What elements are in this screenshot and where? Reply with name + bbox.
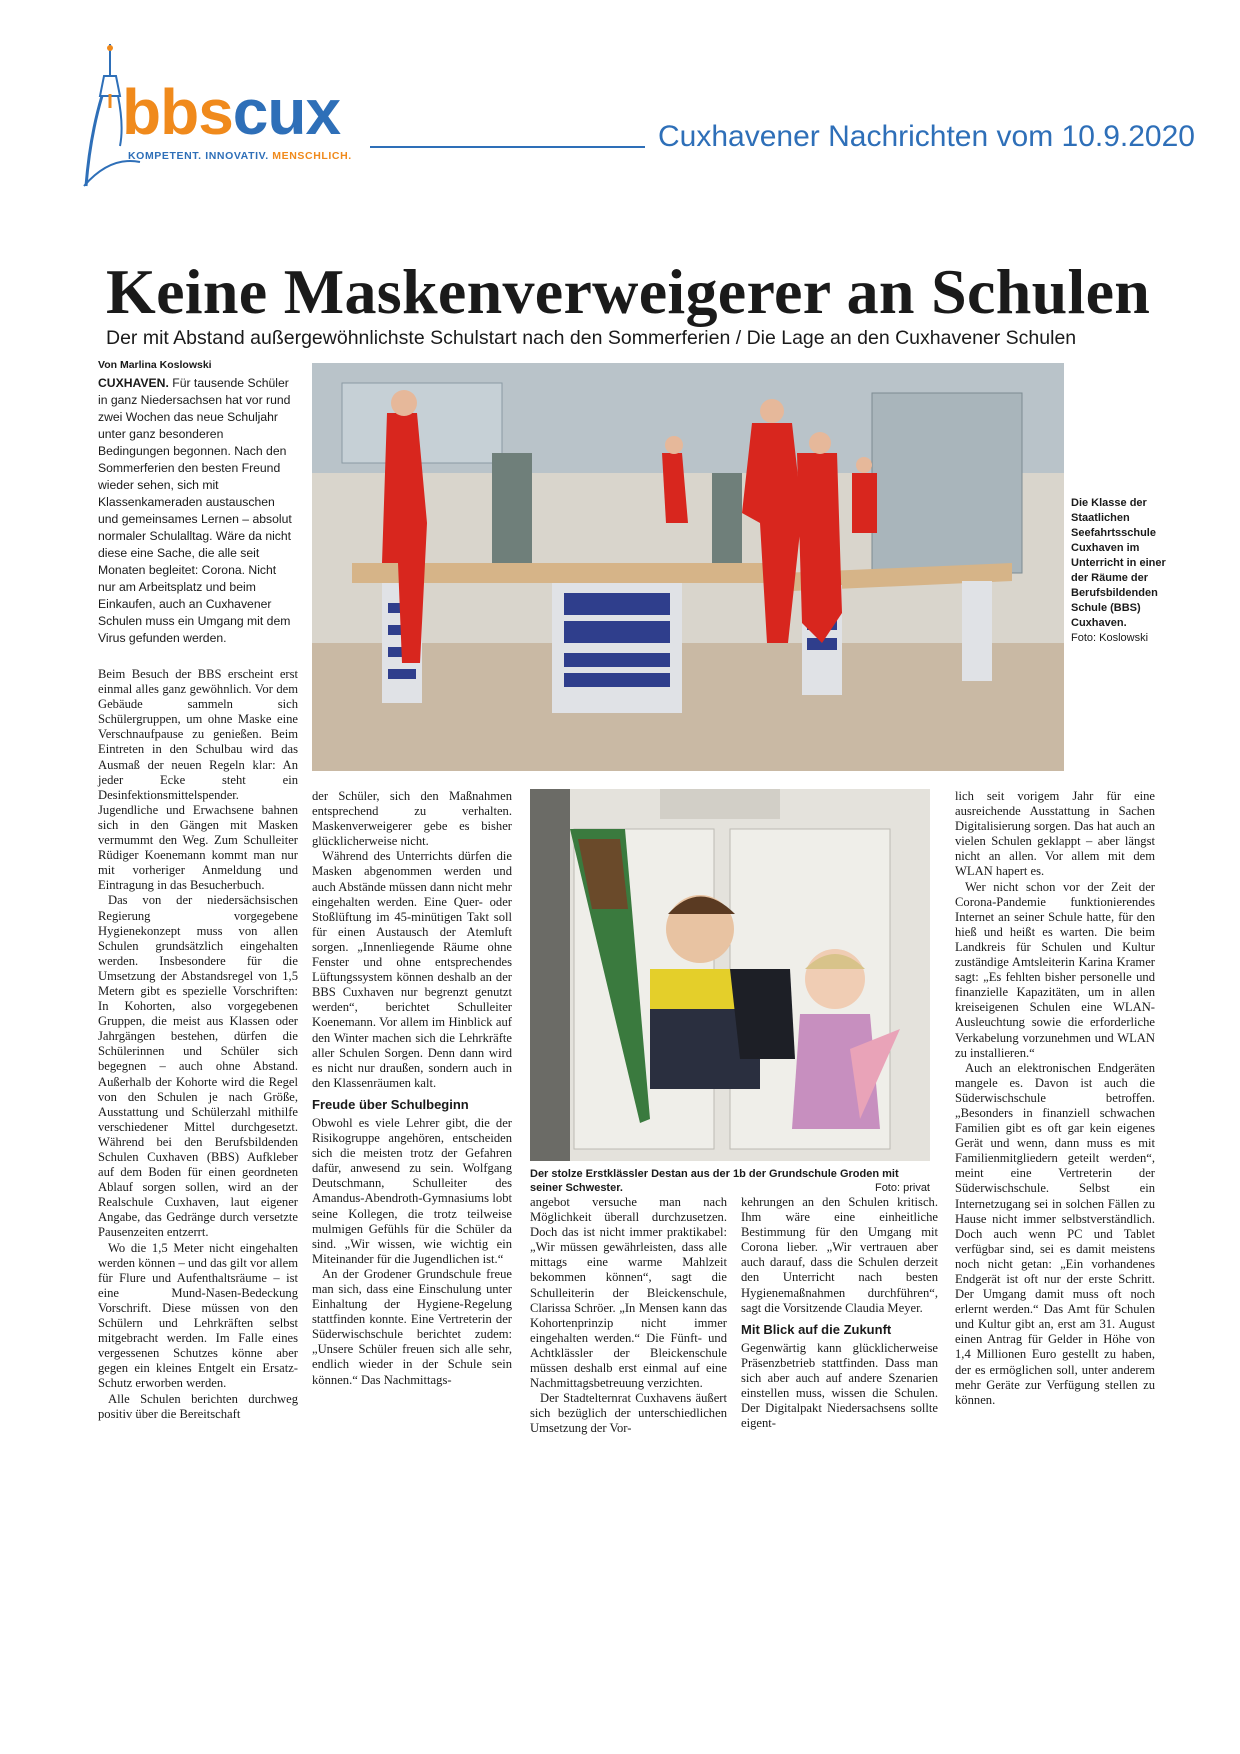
dateline: CUXHAVEN. [98,376,169,390]
headline: Keine Maskenverweigerer an Schulen [106,256,1151,327]
column-3 [530,1195,727,1437]
intro-column [98,375,296,647]
logo-tagline: KOMPETENT. INNOVATIV. MENSCHLICH. [128,150,352,162]
subheading-freude: Freude über Schulbeginn [312,1096,469,1112]
column-1 [98,667,298,1422]
paragraph: Während des Unterrichts dürfen die Masken abgenommen werden und auch Abstände müssen dann nicht mehr eingehalten werden. Eine Quer- oder Stoßlüftung im 45-minütigen Takt soll für einen Austausch der Atemluft sorgen. „Innenliegende Räume ohne Fenster und ohne entsprechendes Lüftungssystem können deshalb an der BBS Cuxhaven nur begrenzt genutzt werden“, berichtet Schulleiter Koenemann. Vor allem im Hinblick auf den Winter machen sich die Lehrkräfte aller Schulen Sorgen. Denn dann wird es nicht nur draußen, sondern auch in den Klassenräumen kalt. [312,849,512,1090]
source-line: Cuxhavener Nachrichten vom 10.9.2020 [658,120,1195,153]
paragraph: Gegenwärtig kann glücklicherweise Präsenzbetrieb stattfinden. Dass man sich aber auch auf andere Szenarien einstellen muss, wissen die Schulen. Der Digitalpakt Niedersachsens sollte eigent- [741,1340,938,1431]
column-4 [741,1195,938,1431]
subheading-zukunft: Mit Blick auf die Zukunft [741,1321,892,1337]
paragraph: der Schüler, sich den Maßnahmen entsprechend zu verhalten. Maskenverweigerer gebe es bisher glücklicherweise nicht. [312,789,512,849]
paragraph: Auch an elektronischen Endgeräten mangele es. Davon ist auch die Süderwischschule betroffen. „Besonders in finanziell schwachen Familien gibt es oft gar kein eigenes Gerät und wenn, dann muss es mit Familienmitgliedern geteilt werden“, meint eine Vertreterin der Süderwischschule. Selbst ein Internetzugang sei in solchen Fällen zu Hause nicht immer selbstverständlich. Doch auch wenn PC und Tablet verfügbar sind, sei es damit meistens noch nicht getan: „Ein vorhandenes Endgerät ist oft nur der erste Schritt. Der Umgang damit muss oft noch erlernt werden.“ Das Amt für Schulen und Kultur gibt an, erst am 31. August einen Antrag für Gelder in Höhe von 1,4 Millionen Euro gestellt zu haben, der es ermöglichen soll, unter anderem mehr Geräte zur Verfügung stellen zu können. [955,1060,1155,1407]
paragraph: lich seit vorigem Jahr für eine ausreichende Ausstattung in Sachen Digitalisierung sorgen. Das hat auch an vielen Schulen geklappt – aber längst nicht an allen. Vor allem mit dem WLAN hapert es. [955,789,1155,879]
children-photo [530,789,930,1161]
intro-paragraph: CUXHAVEN. Für tausende Schüler in ganz Niedersachsen hat vor rund zwei Wochen das neue Schuljahr unter ganz besonderen Bedingungen begonnen. Nach den Sommerferien den besten Freund wieder sehen, sich mit Klassenkameraden austauschen und gemeinsames Lernen – absolut normaler Schulalltag. Wäre da nicht diese eine Sache, die alle seit Monaten begleitet: Corona. Nicht nur am Arbeitsplatz und beim Einkaufen, auch an Cuxhavener Schulen muss ein Umgang mit dem Virus gefunden werden. [98,376,292,645]
photo2-credit: Foto: privat [874,1182,930,1194]
paragraph: An der Grodener Grundschule freue man sich, dass eine Einschulung unter Einhaltung der Hygiene-Regelung stattfinden konnte. Eine Vertreterin der Süderwischschule berichtet zudem: „Unsere Schüler freuen sich alle sehr, endlich wieder in der Schule sein können.“ Das Nachmittags- [312,1266,512,1387]
subheadline: Der mit Abstand außergewöhnlichste Schulstart nach den Sommerferien / Die Lage an den Cuxhavener Schulen [106,327,1077,349]
paragraph: angebot versuche man nach Möglichkeit überall durchzusetzen. Doch das ist nicht immer praktikabel: „Wir müssen gewährleisten, dass alle mittags eine warme Mahlzeit bekommen können“, sagt die Schulleiterin der Bleickenschule, Clarissa Schröer. „In Mensen kann das Kohortenprinzip nicht immer eingehalten werden.“ Die Fünft- und Achtklässler der Bleickenschule müssen deshalb erst einmal auf eine Nachmittagsbetreuung verzichten. [530,1195,727,1391]
paragraph: Beim Besuch der BBS erscheint erst einmal alles ganz gewöhnlich. Vor dem Gebäude sammeln sich Schülergruppen, um ohne Maske eine Verschnaufpause zu genießen. Beim Eintreten in den Schulbau wird das Ausmaß der neuen Regeln klar: An jeder Ecke steht ein Desinfektionsmittelspender. Jugendliche und Erwachsene bahnen sich in den Gängen mit Masken vermummt den Weg. Zum Schulleiter Rüdiger Koenemann kommt man nur mit vorheriger Anmeldung und Eintragung in das Besucherbuch. [98,667,298,893]
photo1-caption: Die Klasse der Staatlichen Seefahrtsschule Cuxhaven im Unterricht in einer der Räume der Berufsbildenden Schule (BBS) Cuxhaven. Foto: Koslowski [1071,496,1181,646]
logo-wordmark: bbscux [122,76,341,148]
workshop-photo-illustration [312,363,1064,771]
byline: Von Marlina Koslowski [98,359,212,371]
paragraph: kehrungen an den Schulen kritisch. Ihm wäre eine einheitliche Bestimmung für den Umgang mit Corona lieber. „Wir vertrauen aber auch darauf, dass die Schulen derzeit den Unterricht nach besten Hygienemaßnahmen durchführen“, sagt die Vorsitzende Claudia Meyer. [741,1195,938,1315]
paragraph: Das von der niedersächsischen Regierung vorgegebene Hygienekonzept muss von allen Schulen grundsätzlich eingehalten werden. Insbesondere für die Umsetzung der Abstandsregel von 1,5 Metern gibt es spezielle Vorschriften: In Kohorten, also vorgegebenen Gruppen, die meist aus Klassen oder Jahrgängen bestehen, dürfen die Schülerinnen und Schüler sich begegnen – auch ohne Abstand. Außerhalb der Kohorte wird die Regel von den Schulen je nach Größe, Ausstattung und Schülerzahl mithilfe verschiedener Mittel durchgesetzt. Während bei den Berufsbildenden Schulen Cuxhaven (BBS) Aufkleber auf dem Boden für einen geordneten Ablauf sorgen sollen, wird an der Realschule Cuxhaven, laut eigener Angabe, das Gedränge durch versetzte Pausenzeiten entzerrt. [98,893,298,1240]
column-5 [955,789,1155,1408]
photo1-credit: Foto: Koslowski [1071,632,1149,644]
paragraph: Obwohl es viele Lehrer gibt, die der Risikogruppe angehören, entscheiden sich die meisten trotz der Gefahren dafür, anwesend zu sein. Wolfgang Deutschmann, Schulleiter des Amandus-Abendroth-Gymnasiums lobt seine Kollegen, die trotz teilweise mulmigen Gefühls für die Schüler da sind. „Wir wissen, wie wichtig ein Miteinander für die Jugendlichen ist.“ [312,1115,512,1266]
paragraph: Der Stadtelternrat Cuxhavens äußert sich bezüglich der unterschiedlichen Umsetzung der Vor- [530,1391,727,1436]
children-photo-illustration [530,789,930,1161]
paragraph: Wo die 1,5 Meter nicht eingehalten werden können – und das gilt vor allem für Flure und Aufenthaltsräume – ist eine Mund-Nasen-Bedeckung Vorschrift. Diese müssen von den Schülern und Lehrkräften selbst mitgebracht werden. Im Falle eines vergessenen Schutzes könne aber gegen ein kleines Entgelt ein Ersatz-Schutz erworben werden. [98,1240,298,1391]
workshop-photo [312,363,1064,771]
header-rule [370,146,645,148]
paragraph: Alle Schulen berichten durchweg positiv über die Bereitschaft [98,1391,298,1421]
photo2-caption: Der stolze Erstklässler Destan aus der 1b der Grundschule Groden mit seiner Schwester. Foto: privat [530,1168,930,1194]
paragraph: Wer nicht schon vor der Zeit der Corona-Pandemie funktionierendes Internet an seiner Schule hatte, für den hieß und heißt es warten. Die beim Landkreis für Schulen und Kultur zuständige Amtsleiterin Karina Kramer sagt: „Es fehlten bisher personelle und finanzielle Kapazitäten, um in allen kreiseigenen Schulen eine WLAN-Ausleuchtung sowie die erforderliche Verkabelung vorzunehmen und WLAN zu installieren.“ [955,879,1155,1060]
column-2 [312,789,512,1388]
